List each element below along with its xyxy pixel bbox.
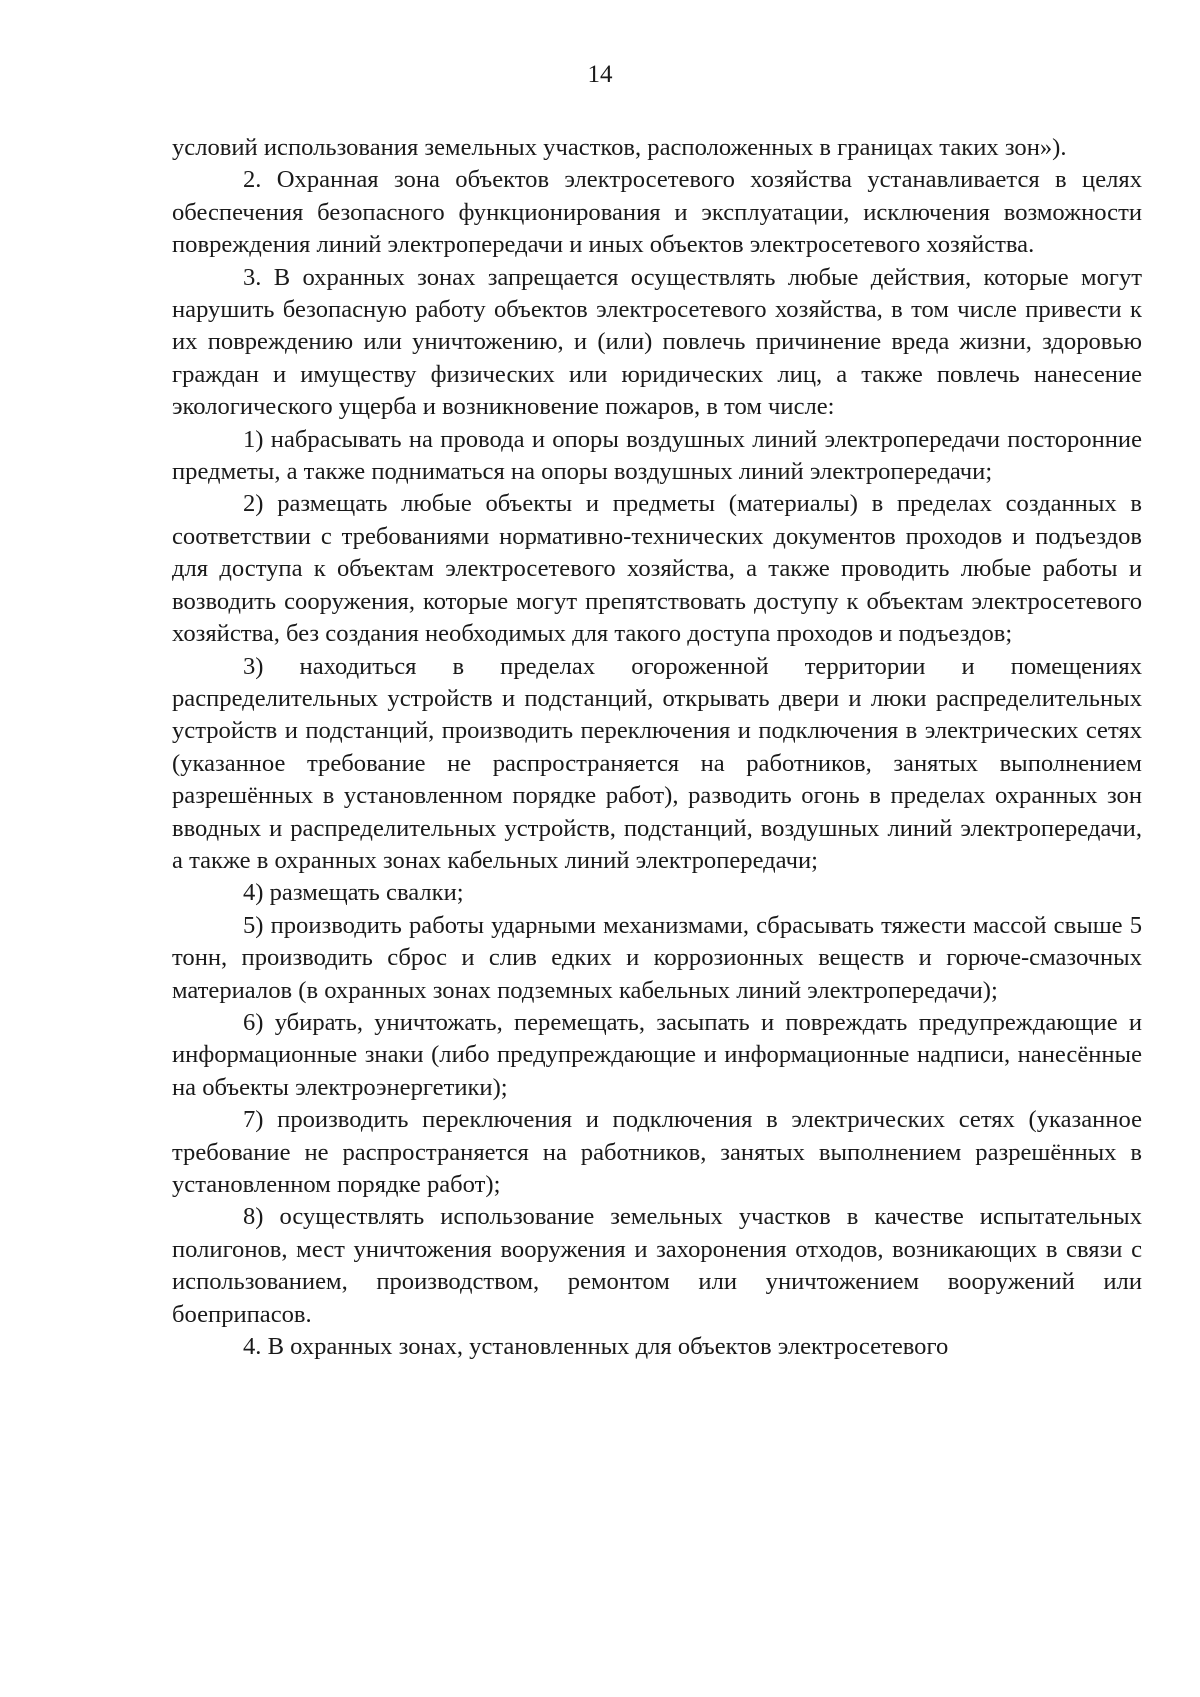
paragraph: 1) набрасывать на провода и опоры воздушных линий электропередачи посторонние предметы, а также подниматься на опоры воздушных линий электропередачи;	[172, 425, 1142, 486]
paragraph: 6) убирать, уничтожать, перемещать, засыпать и повреждать предупреждающие и информационные знаки (либо предупреждающие и информационные надписи, нанесённые на объекты электроэнергетики);	[172, 1008, 1142, 1101]
paragraph: 3. В охранных зонах запрещается осуществлять любые действия, которые могут нарушить безопасную работу объектов электросетевого хозяйства, в том числе привести к их повреждению или уничтожению, и (или) повлечь причинение вреда жизни, здоровью граждан и имуществу физических или юридических лиц, а также повлечь нанесение экологического ущерба и возникновение пожаров, в том числе:	[172, 263, 1142, 421]
paragraph: 7) производить переключения и подключения в электрических сетях (указанное требование не распространяется на работников, занятых выполнением разрешённых в установленном порядке работ);	[172, 1106, 1142, 1198]
paragraph: 2. Охранная зона объектов электросетевого хозяйства устанавливается в целях обеспечения безопасного функционирования и эксплуатации, исключения возможности повреждения линий электропередачи и иных объектов электросетевого хозяйства.	[172, 166, 1142, 259]
paragraph: 4) размещать свалки;	[243, 879, 464, 907]
paragraph: 2) размещать любые объекты и предметы (материалы) в пределах созданных в соответствии с требованиями нормативно-технических документов проходов и подъездов для доступа к объектам электросетевого хозяйства, а также проводить любые работы и возводить сооружения, которые могут препятствовать доступу к объектам электросетевого хозяйства, без создания необходимых для такого доступа проходов и подъездов;	[172, 490, 1142, 648]
document-body	[172, 132, 1142, 1363]
paragraph: 4. В охранных зонах, установленных для объектов электросетевого	[243, 1333, 949, 1361]
paragraph: условий использования земельных участков, расположенных в границах таких зон»).	[172, 134, 1067, 161]
paragraph: 3) находиться в пределах огороженной территории и помещениях распределительных устройств и подстанций, открывать двери и люки распределительных устройств и подстанций, производить переключения и подключения в электрических сетях (указанное требование не распространяется на работников, занятых выполнением разрешённых в установленном порядке работ), разводить огонь в пределах охранных зон вводных и распределительных устройств, подстанций, воздушных линий электропередачи, а также в охранных зонах кабельных линий электропередачи;	[172, 652, 1142, 874]
page-number: 14	[587, 61, 613, 88]
paragraph: 8) осуществлять использование земельных участков в качестве испытательных полигонов, мест уничтожения вооружения и захоронения отходов, возникающих в связи с использованием, производством, ремонтом или уничтожением вооружений или боеприпасов.	[172, 1203, 1142, 1328]
paragraph: 5) производить работы ударными механизмами, сбрасывать тяжести массой свыше 5 тонн, производить сброс и слив едких и коррозионных веществ и горюче-смазочных материалов (в охранных зонах подземных кабельных линий электропередачи);	[172, 911, 1142, 1004]
